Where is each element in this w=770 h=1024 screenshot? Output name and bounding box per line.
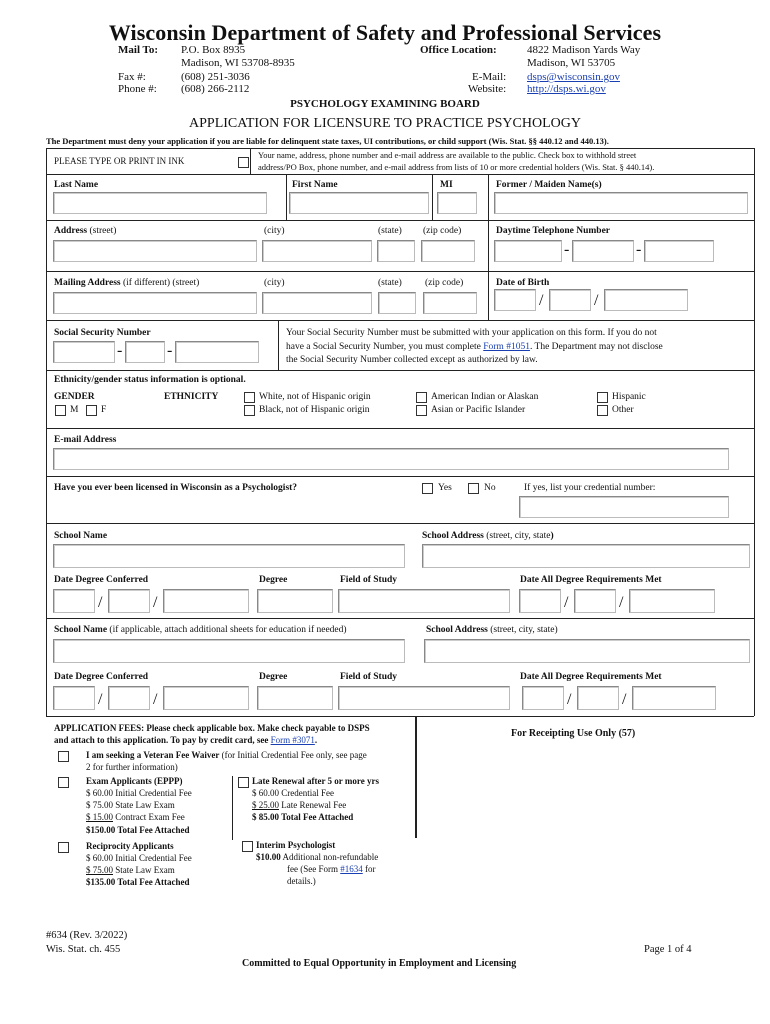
school-address-2-input[interactable]	[424, 639, 750, 663]
website-link[interactable]: http://dsps.wi.gov	[527, 83, 606, 95]
requirements-month-input[interactable]	[519, 589, 561, 613]
requirements-2-day-input[interactable]	[577, 686, 619, 710]
form-number: #634 (Rev. 3/2022)	[46, 930, 128, 941]
degree-2-label: Degree	[259, 672, 288, 682]
school-address-label: School Address (street, city, state)	[422, 531, 554, 541]
fax-number: (608) 251-3036	[181, 71, 250, 83]
office-label: Office Location:	[420, 44, 497, 56]
credential-number-input[interactable]	[519, 496, 729, 518]
ethnicity-white-checkbox[interactable]	[244, 392, 255, 403]
ssn-label: Social Security Number	[54, 328, 151, 338]
privacy-notice-line2: address/PO Box, phone number, and e-mail address from lists of 10 or more credential holders (Wis. Stat. § 440.14).	[258, 162, 655, 172]
last-name-input[interactable]	[53, 192, 267, 214]
mailing-state-input[interactable]	[378, 292, 416, 314]
page-title: Wisconsin Department of Safety and Professional Services	[108, 20, 662, 45]
exam-applicants-title: Exam Applicants (EPPP)	[86, 776, 183, 786]
gender-female-checkbox[interactable]	[86, 405, 97, 416]
date-requirements-met-label: Date All Degree Requirements Met	[520, 575, 662, 585]
degree-input[interactable]	[257, 589, 333, 613]
gender-male-checkbox[interactable]	[55, 405, 66, 416]
date-conferred-label: Date Degree Conferred	[54, 575, 149, 585]
email-link[interactable]: dsps@wisconsin.gov	[527, 71, 620, 83]
ethnicity-hispanic-checkbox[interactable]	[597, 392, 608, 403]
interim-psychologist-checkbox[interactable]	[242, 841, 253, 852]
mail-to-label: Mail To:	[118, 44, 159, 56]
date-conferred-2-label: Date Degree Conferred	[54, 672, 149, 682]
ethnicity-black-checkbox[interactable]	[244, 405, 255, 416]
street-address-label: Address (street)	[54, 226, 117, 236]
requirements-2-year-input[interactable]	[632, 686, 716, 710]
form-1051-link[interactable]: Form #1051	[483, 341, 530, 352]
veteran-waiver-line2: 2 for further information)	[86, 762, 178, 772]
zip-label: (zip code)	[423, 226, 462, 236]
ethnicity-asian-checkbox[interactable]	[416, 405, 427, 416]
email-label: E-Mail:	[472, 71, 507, 83]
board-name: PSYCHOLOGY EXAMINING BOARD	[290, 98, 480, 110]
privacy-notice-line1: Your name, address, phone number and e-mail address are available to the public. Check box to withhold street	[258, 150, 637, 160]
phone-number: (608) 266-2112	[181, 83, 250, 95]
withhold-address-checkbox[interactable]	[238, 157, 249, 168]
ethnicity-label: ETHNICITY	[164, 392, 219, 402]
city-label: (city)	[264, 226, 285, 236]
veteran-waiver-checkbox[interactable]	[58, 751, 69, 762]
date-requirements-met-2-label: Date All Degree Requirements Met	[520, 672, 662, 682]
dob-month-input[interactable]	[494, 289, 536, 311]
first-name-label: First Name	[292, 180, 338, 190]
school-address-input[interactable]	[422, 544, 750, 568]
field-of-study-2-label: Field of Study	[340, 672, 398, 682]
school-name-label: School Name	[54, 531, 108, 541]
form-3071-link[interactable]: Form #3071	[270, 735, 315, 745]
licensed-no-checkbox[interactable]	[468, 483, 479, 494]
office-line1: 4822 Madison Yards Way	[527, 44, 641, 56]
conferred-2-day-input[interactable]	[108, 686, 150, 710]
school-name-2-label: School Name (if applicable, attach additional sheets for education if needed)	[54, 625, 347, 635]
phone-area-input[interactable]	[494, 240, 562, 262]
fax-label: Fax #:	[118, 71, 146, 83]
equal-opportunity-statement: Committed to Equal Opportunity in Employment and Licensing	[242, 958, 517, 969]
zip-input[interactable]	[421, 240, 475, 262]
fees-heading-line1: APPLICATION FEES: Please check applicable box. Make check payable to DSPS	[54, 723, 370, 733]
ethnicity-hispanic-label: Hispanic	[612, 392, 646, 402]
deny-notice: The Department must deny your application if you are liable for delinquent state taxes, UI contributions, or child support (Wis. Stat. §§ 440.12 and 440.13).	[46, 136, 609, 146]
exam-fee-total: $150.00 Total Fee Attached	[86, 825, 190, 835]
conferred-day-input[interactable]	[108, 589, 150, 613]
phone-prefix-input[interactable]	[572, 240, 634, 262]
dob-year-input[interactable]	[604, 289, 688, 311]
mailing-zip-label: (zip code)	[425, 278, 464, 288]
statute-reference: Wis. Stat. ch. 455	[46, 944, 121, 955]
mi-label: MI	[440, 180, 453, 190]
gender-female-label: F	[101, 405, 107, 415]
late-renewal-title: Late Renewal after 5 or more yrs	[252, 776, 379, 786]
licensed-yes-checkbox[interactable]	[422, 483, 433, 494]
degree-2-input[interactable]	[257, 686, 333, 710]
reciprocity-fee-line1: $ 60.00 Initial Credential Fee	[86, 853, 192, 863]
demographics-optional-note: Ethnicity/gender status information is optional.	[54, 375, 246, 385]
ssn-part2-input[interactable]	[125, 341, 165, 363]
school-name-input[interactable]	[53, 544, 405, 568]
conferred-2-month-input[interactable]	[53, 686, 95, 710]
school-name-2-input[interactable]	[53, 639, 405, 663]
daytime-phone-label: Daytime Telephone Number	[496, 226, 610, 236]
requirements-day-input[interactable]	[574, 589, 616, 613]
ethnicity-american-indian-checkbox[interactable]	[416, 392, 427, 403]
type-or-print-label: PLEASE TYPE OR PRINT IN INK	[54, 156, 185, 166]
ssn-note: Your Social Security Number must be submitted with your application on this form. If you do not have a Social Security Number, you must complete Form #1051. The Department may not disclose the Social Security Number collected except as authorized by law.	[286, 328, 663, 365]
state-label: (state)	[378, 226, 402, 236]
late-renewal-checkbox[interactable]	[238, 777, 249, 788]
licensed-question: Have you ever been licensed in Wisconsin as a Psychologist?	[54, 483, 298, 493]
reciprocity-applicants-checkbox[interactable]	[58, 842, 69, 853]
receipting-use-label: For Receipting Use Only (57)	[511, 728, 636, 739]
first-name-input[interactable]	[289, 192, 429, 214]
late-renewal-total: $ 85.00 Total Fee Attached	[252, 812, 354, 822]
gender-male-label: M	[70, 405, 79, 415]
reciprocity-fee-line2: $ 75.00 State Law Exam	[86, 865, 175, 875]
licensed-no-label: No	[484, 483, 496, 493]
mail-to-line1: P.O. Box 8935	[181, 44, 246, 56]
reciprocity-applicants-title: Reciprocity Applicants	[86, 841, 174, 851]
licensed-yes-label: Yes	[438, 483, 452, 493]
field-of-study-input[interactable]	[338, 589, 510, 613]
mailing-zip-input[interactable]	[423, 292, 477, 314]
reciprocity-fee-total: $135.00 Total Fee Attached	[86, 877, 190, 887]
requirements-2-month-input[interactable]	[522, 686, 564, 710]
field-of-study-2-input[interactable]	[338, 686, 510, 710]
exam-applicants-checkbox[interactable]	[58, 777, 69, 788]
mailing-state-label: (state)	[378, 278, 402, 288]
ssn-part1-input[interactable]	[53, 341, 115, 363]
interim-fee-line3: details.)	[287, 876, 316, 886]
fees-heading-line2: and attach to this application. To pay by credit card, see Form #3071.	[54, 735, 318, 745]
veteran-waiver-text: I am seeking a Veteran Fee Waiver (for Initial Credential Fee only, see page	[86, 750, 367, 760]
email-address-label: E-mail Address	[54, 435, 117, 445]
former-name-label: Former / Maiden Name(s)	[496, 180, 602, 190]
ethnicity-white-label: White, not of Hispanic origin	[259, 392, 371, 402]
state-input[interactable]	[377, 240, 415, 262]
conferred-2-year-input[interactable]	[163, 686, 249, 710]
application-title: APPLICATION FOR LICENSURE TO PRACTICE PSYCHOLOGY	[189, 116, 581, 131]
interim-psychologist-title: Interim Psychologist	[256, 840, 336, 850]
late-renewal-line1: $ 60.00 Credential Fee	[252, 788, 334, 798]
degree-label: Degree	[259, 575, 288, 585]
mailing-address-label: Mailing Address (if different) (street)	[54, 278, 200, 288]
phone-label: Phone #:	[118, 83, 157, 95]
exam-fee-line1: $ 60.00 Initial Credential Fee	[86, 788, 192, 798]
phone-line-input[interactable]	[644, 240, 714, 262]
exam-fee-line2: $ 75.00 State Law Exam	[86, 800, 175, 810]
field-of-study-label: Field of Study	[340, 575, 398, 585]
website-label: Website:	[468, 83, 507, 95]
former-name-input[interactable]	[494, 192, 748, 214]
late-renewal-line2: $ 25.00 Late Renewal Fee	[252, 800, 347, 810]
credential-number-prompt: If yes, list your credential number:	[524, 483, 656, 493]
ethnicity-asian-label: Asian or Pacific Islander	[431, 405, 526, 415]
conferred-month-input[interactable]	[53, 589, 95, 613]
form-1634-link[interactable]: #1634	[340, 864, 363, 874]
ethnicity-other-label: Other	[612, 405, 634, 415]
exam-fee-line3: $ 15.00 Contract Exam Fee	[86, 812, 185, 822]
office-line2: Madison, WI 53705	[527, 57, 616, 69]
mailing-street-input[interactable]	[53, 292, 257, 314]
mailing-city-input[interactable]	[262, 292, 372, 314]
interim-fee-line1: $10.00 Additional non-refundable	[256, 852, 379, 862]
page-number: Page 1 of 4	[644, 944, 692, 955]
ssn-part3-input[interactable]	[175, 341, 259, 363]
ethnicity-american-indian-label: American Indian or Alaskan	[431, 392, 539, 402]
dob-label: Date of Birth	[496, 278, 550, 288]
mail-to-line2: Madison, WI 53708-8935	[181, 57, 295, 69]
city-input[interactable]	[262, 240, 372, 262]
street-input[interactable]	[53, 240, 257, 262]
last-name-label: Last Name	[54, 180, 99, 190]
conferred-year-input[interactable]	[163, 589, 249, 613]
gender-label: GENDER	[54, 392, 95, 402]
requirements-year-input[interactable]	[629, 589, 715, 613]
school-address-2-label: School Address (street, city, state)	[426, 625, 558, 635]
mailing-city-label: (city)	[264, 278, 285, 288]
mi-input[interactable]	[437, 192, 477, 214]
ethnicity-other-checkbox[interactable]	[597, 405, 608, 416]
email-address-input[interactable]	[53, 448, 729, 470]
ethnicity-black-label: Black, not of Hispanic origin	[259, 405, 370, 415]
dob-day-input[interactable]	[549, 289, 591, 311]
interim-fee-line2: fee (See Form #1634 for	[287, 864, 376, 874]
